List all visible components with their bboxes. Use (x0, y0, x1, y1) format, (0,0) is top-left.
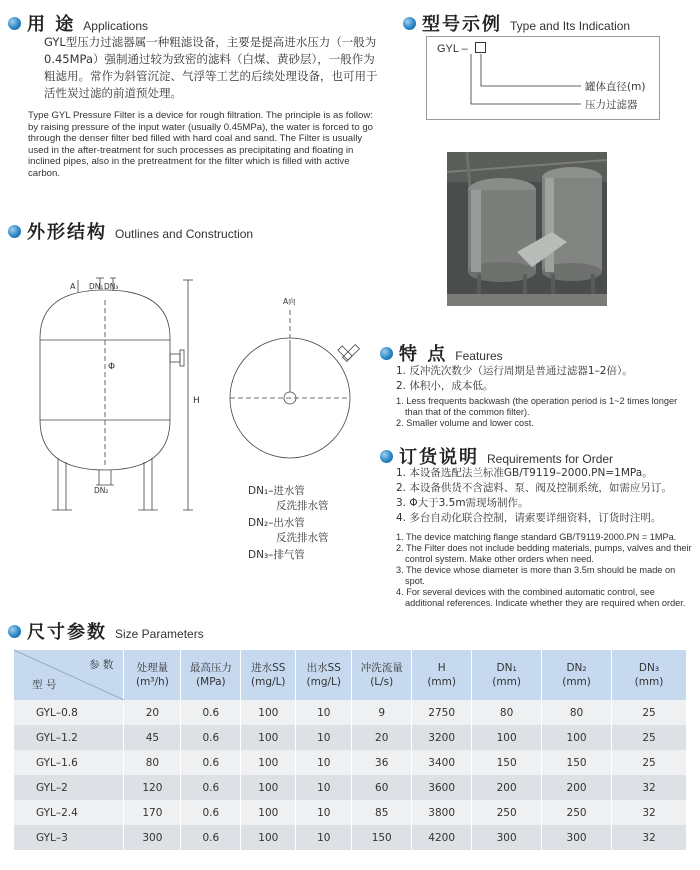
table-cell: 100 (241, 725, 296, 750)
header-cell (472, 650, 542, 700)
order-cn-item: 1. 本设备选配法兰标准GB/T9119–2000.PN=1MPa。 (396, 467, 653, 479)
table-cell: 0.6 (181, 825, 241, 850)
table-cell: 120 (124, 775, 181, 800)
header-unit: (m³/h) (135, 676, 169, 688)
applications-title-en: Applications (83, 19, 148, 33)
type-title-cn: 型号示例 (422, 14, 502, 35)
label-h: H (193, 396, 200, 406)
table-cell: 170 (124, 800, 181, 825)
table-cell-model: GYL–0.8 (14, 700, 124, 725)
table-cell: 0.6 (181, 800, 241, 825)
table-cell: 100 (241, 825, 296, 850)
type-heading (403, 10, 630, 36)
table-cell: 0.6 (181, 700, 241, 725)
table-cell: 20 (124, 700, 181, 725)
header-unit: (mg/L) (251, 676, 286, 688)
bullet-icon (380, 450, 393, 463)
photo-tanks-image (447, 152, 607, 306)
table-cell: 100 (542, 725, 612, 750)
order-en-item: 1. The device matching flange standard GB/T9119-2000.PN = 1MPa. (396, 532, 677, 542)
table-cell: 250 (472, 800, 542, 825)
order-cn-item: 2. 本设备供货不含滤料、泵、阀及控制系统，如需应另订。 (396, 482, 672, 494)
table-cell: 150 (352, 825, 412, 850)
table-cell: 100 (241, 775, 296, 800)
table-cell: 10 (296, 775, 352, 800)
table-cell: 100 (241, 800, 296, 825)
table-cell: 100 (241, 700, 296, 725)
applications-title-cn: 用 途 (27, 14, 76, 35)
table-cell: 10 (296, 725, 352, 750)
table-row (14, 700, 687, 725)
order-en-item: 3. The device whose diameter is more than 3.5m should be made on spot. (396, 565, 676, 586)
table-row (14, 750, 687, 775)
table-cell: 3400 (412, 750, 472, 775)
size-title-cn: 尺寸参数 (27, 622, 107, 643)
table-header-row (14, 650, 687, 700)
order-en-item: 2. The Filter does not include bedding materials, pumps, valves and their control system. Make other orders when need. (396, 543, 692, 564)
label-a-view: A向 (283, 297, 296, 306)
label-a: A (70, 282, 76, 291)
header-label: 最高压力 (189, 662, 232, 674)
header-label: 处理量 (136, 662, 169, 674)
table-cell: 3600 (412, 775, 472, 800)
table-cell: 0.6 (181, 750, 241, 775)
table-cell: 85 (352, 800, 412, 825)
table-cell: 10 (296, 750, 352, 775)
legend-dn1-line2: 反洗排水管 (276, 500, 329, 512)
header-cell (124, 650, 181, 700)
order-cn-list (396, 466, 700, 526)
label-dn3-top: DN₃ (104, 282, 119, 291)
table-cell-model: GYL–1.2 (14, 725, 124, 750)
features-en-item: 1. Less frequents backwash (the operation period is 1~2 times longer than that of the common filter). (396, 396, 678, 417)
header-unit: (L/s) (370, 676, 394, 688)
table-cell: 25 (612, 750, 687, 775)
legend-dn2-line1: DN₂–出水管 (248, 517, 305, 529)
bullet-icon (8, 225, 21, 238)
table-cell: 80 (124, 750, 181, 775)
bullet-icon (8, 17, 21, 30)
table-cell: 45 (124, 725, 181, 750)
header-cell (412, 650, 472, 700)
table-cell: 100 (472, 725, 542, 750)
label-phi: Φ (108, 362, 116, 372)
outlines-heading (8, 218, 253, 244)
header-unit: (mm) (427, 676, 456, 688)
label-dn1-top: DN₁ (89, 282, 104, 291)
applications-heading (8, 10, 148, 36)
table-cell: 2750 (412, 700, 472, 725)
header-cell (612, 650, 687, 700)
features-cn-item: 2. 体积小，成本低。 (396, 380, 494, 392)
table-cell: 300 (542, 825, 612, 850)
table-cell: 25 (612, 725, 687, 750)
features-cn-list (396, 364, 696, 394)
table-cell: 200 (472, 775, 542, 800)
header-corner (14, 650, 124, 700)
order-cn-item: 4. 多台自动化联合控制，请索要详细资料，订货时注明。 (396, 512, 662, 524)
order-en-item: 4. For several devices with the combined automatic control, see additional references. Indicate whether they are required when order. (396, 587, 686, 608)
features-en-item: 2. Smaller volume and lower cost. (396, 418, 534, 428)
header-cell (241, 650, 296, 700)
features-en-list (396, 396, 694, 429)
table-cell: 10 (296, 825, 352, 850)
applications-cn-text: GYL型压力过滤器属一种粗滤设备，主要是提高进水压力（一般为0.45MPa）强制通过较为致密的滤料（白煤、黄砂层），一般作为粗滤用。常作为斜管沉淀、气浮等工艺的后续处理设备，也可用于活性炭过滤的前道预处理。 (44, 35, 378, 100)
features-title-en: Features (455, 349, 503, 363)
table-cell: 80 (472, 700, 542, 725)
header-cell (181, 650, 241, 700)
legend-dn2-line2: 反洗排水管 (276, 532, 329, 544)
header-label: H (437, 662, 446, 674)
type-title-en: Type and Its Indication (510, 19, 631, 33)
table-cell: 32 (612, 825, 687, 850)
bullet-icon (380, 347, 393, 360)
header-cell (352, 650, 412, 700)
table-cell: 36 (352, 750, 412, 775)
header-unit: (MPa) (196, 676, 226, 688)
header-label: 冲洗流量 (360, 662, 403, 674)
applications-en-text: Type GYL Pressure Filter is a device for rough filtration. The principle is as follow: by raising pressure of the input water (usually 0.45MPa), the water is forced to go through the denser filter bed filled with hard coal and sand. The Filter is usually used in the after-treatment for such processes as precipitating and floating in inclined pipes, also in the pretreatment for the filter which is filled with active carbon. (28, 110, 374, 179)
table-cell: 300 (124, 825, 181, 850)
legend-dn3-line1: DN₃–排气管 (248, 549, 305, 561)
outlines-title-en: Outlines and Construction (115, 227, 254, 241)
table-cell: 4200 (412, 825, 472, 850)
table-cell: 100 (241, 750, 296, 775)
corner-bottom-label: 型 号 (32, 679, 57, 691)
table-cell: 32 (612, 775, 687, 800)
bullet-icon (403, 17, 416, 30)
table-cell: 250 (542, 800, 612, 825)
table-cell: 25 (612, 700, 687, 725)
table-cell: 3200 (412, 725, 472, 750)
table-cell: 3800 (412, 800, 472, 825)
type-label-diameter: 罐体直径(m) (585, 81, 646, 93)
table-cell-model: GYL–3 (14, 825, 124, 850)
header-label: DN₂ (566, 662, 587, 674)
order-title-en: Requirements for Order (487, 452, 614, 466)
outlines-title-cn: 外形结构 (27, 222, 107, 243)
table-cell: 9 (352, 700, 412, 725)
header-cell (542, 650, 612, 700)
table-cell: 0.6 (181, 775, 241, 800)
table-cell: 20 (352, 725, 412, 750)
bullet-icon (8, 625, 21, 638)
header-cell (296, 650, 352, 700)
header-label: DN₁ (496, 662, 517, 674)
label-dn2-bottom: DN₂ (94, 486, 109, 495)
features-cn-item: 1. 反冲洗次数少（运行周期是普通过滤器1–2倍）。 (396, 365, 633, 377)
header-unit: (mg/L) (306, 676, 341, 688)
equipment-photo (447, 152, 607, 306)
table-row (14, 775, 687, 800)
order-title-cn: 订货说明 (399, 447, 479, 468)
table-cell: 60 (352, 775, 412, 800)
table-cell: 300 (472, 825, 542, 850)
table-cell-model: GYL–1.6 (14, 750, 124, 775)
header-unit: (mm) (634, 676, 664, 688)
table-cell: 32 (612, 800, 687, 825)
corner-top-label: 参 数 (89, 659, 114, 671)
table-cell: 150 (542, 750, 612, 775)
table-cell: 10 (296, 700, 352, 725)
size-table-wrapper (14, 650, 687, 850)
size-heading (8, 618, 204, 644)
order-en-list (396, 532, 696, 609)
table-cell: 10 (296, 800, 352, 825)
table-row (14, 725, 687, 750)
table-cell: 0.6 (181, 725, 241, 750)
size-parameters-table (14, 650, 687, 850)
table-cell: 150 (472, 750, 542, 775)
header-unit: (mm) (492, 676, 521, 688)
table-cell: 80 (542, 700, 612, 725)
header-unit: (mm) (562, 676, 591, 688)
table-row (14, 825, 687, 850)
header-label: DN₃ (638, 662, 660, 674)
features-heading (380, 340, 503, 366)
legend-dn1-line1: DN₁–进水管 (248, 485, 305, 497)
table-cell-model: GYL–2 (14, 775, 124, 800)
table-cell: 200 (542, 775, 612, 800)
header-label: 进水SS (251, 662, 286, 674)
table-row (14, 800, 687, 825)
header-label: 出水SS (306, 662, 341, 674)
type-label-filter: 压力过滤器 (585, 99, 638, 111)
features-title-cn: 特 点 (399, 344, 448, 365)
type-code: GYL – (437, 43, 468, 55)
outline-legend (248, 484, 329, 563)
order-cn-item: 3. Φ大于3.5m需现场制作。 (396, 497, 529, 509)
size-title-en: Size Parameters (115, 627, 204, 641)
table-cell-model: GYL–2.4 (14, 800, 124, 825)
